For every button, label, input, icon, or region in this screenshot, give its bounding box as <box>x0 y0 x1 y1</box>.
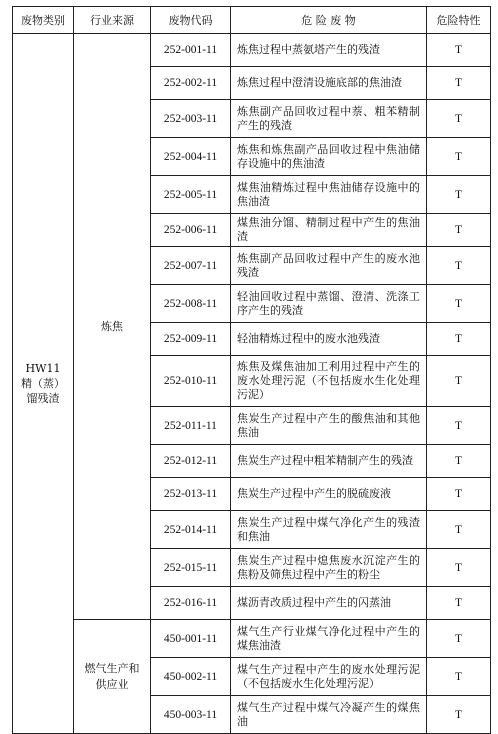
waste-code-cell: 252-002-11 <box>151 67 231 100</box>
table-row <box>13 620 491 658</box>
waste-code-cell: 252-012-11 <box>151 445 231 478</box>
industry-source-cell: 燃气生产和 供应业 <box>74 620 151 734</box>
waste-code-cell: 252-006-11 <box>151 214 231 247</box>
waste-code-cell: 252-001-11 <box>151 34 231 67</box>
hazardous-waste-cell: 炼焦副产品回收过程中萘、粗苯精制产生的残渣 <box>231 100 427 138</box>
hazard-property-cell: T <box>427 658 491 696</box>
hazardous-waste-cell: 煤气生产过程中煤气冷凝产生的煤焦油 <box>231 696 427 734</box>
hazardous-waste-cell: 煤气生产过程中产生的废水处理污泥（不包括废水生化处理污泥） <box>231 658 427 696</box>
table-header-row <box>13 7 491 34</box>
waste-code-cell: 252-007-11 <box>151 247 231 285</box>
hazard-property-cell: T <box>427 100 491 138</box>
header-industry-source: 行业来源 <box>74 7 151 34</box>
waste-code-cell: 450-002-11 <box>151 658 231 696</box>
header-waste-code: 废物代码 <box>151 7 231 34</box>
waste-code-cell: 252-005-11 <box>151 176 231 214</box>
hazardous-waste-cell: 煤焦油分馏、精制过程中产生的焦油渣 <box>231 214 427 247</box>
hazard-property-cell: T <box>427 323 491 356</box>
hazardous-waste-cell: 轻油回收过程中蒸馏、澄清、洗涤工序产生的残渣 <box>231 285 427 323</box>
hazard-property-cell: T <box>427 587 491 620</box>
hazardous-waste-cell: 焦炭生产过程中产生的脱硫废液 <box>231 478 427 511</box>
waste-code-cell: 252-014-11 <box>151 511 231 549</box>
header-hazard-property: 危险特性 <box>427 7 491 34</box>
waste-code-cell: 252-008-11 <box>151 285 231 323</box>
hazardous-waste-cell: 炼焦副产品回收过程中产生的废水池残渣 <box>231 247 427 285</box>
waste-category-line: 馏残渣 <box>26 392 60 405</box>
header-hazardous-waste: 危 险 废 物 <box>231 7 427 34</box>
waste-category-line: HW11 <box>25 362 61 375</box>
hazardous-waste-cell: 轻油精炼过程中的废水池残渣 <box>231 323 427 356</box>
hazardous-waste-table <box>12 6 491 734</box>
waste-code-cell: 252-015-11 <box>151 549 231 587</box>
waste-code-cell: 252-003-11 <box>151 100 231 138</box>
waste-code-cell: 252-009-11 <box>151 323 231 356</box>
hazardous-waste-cell: 焦炭生产过程中粗苯精制产生的残渣 <box>231 445 427 478</box>
hazard-property-cell: T <box>427 34 491 67</box>
hazardous-waste-cell: 煤焦油精炼过程中焦油储存设施中的焦油渣 <box>231 176 427 214</box>
table-row <box>13 34 491 67</box>
hazardous-waste-cell: 煤沥青改质过程中产生的闪蒸油 <box>231 587 427 620</box>
hazard-property-cell: T <box>427 445 491 478</box>
hazard-property-cell: T <box>427 549 491 587</box>
industry-source-cell: 炼焦 <box>74 34 151 620</box>
hazard-property-cell: T <box>427 247 491 285</box>
waste-code-cell: 450-001-11 <box>151 620 231 658</box>
hazardous-waste-cell: 焦炭生产过程中产生的酸焦油和其他焦油 <box>231 407 427 445</box>
waste-code-cell: 252-013-11 <box>151 478 231 511</box>
hazard-property-cell: T <box>427 407 491 445</box>
hazard-property-cell: T <box>427 478 491 511</box>
hazard-property-cell: T <box>427 696 491 734</box>
hazardous-waste-cell: 炼焦过程中澄清设施底部的焦油渣 <box>231 67 427 100</box>
waste-category-cell <box>13 34 74 734</box>
header-waste-category: 废物类别 <box>13 7 74 34</box>
hazard-property-cell: T <box>427 214 491 247</box>
hazard-property-cell: T <box>427 620 491 658</box>
hazardous-waste-cell: 焦炭生产过程中熄焦废水沉淀产生的焦粉及筛焦过程中产生的粉尘 <box>231 549 427 587</box>
hazardous-waste-cell: 炼焦过程中蒸氨塔产生的残渣 <box>231 34 427 67</box>
hazardous-waste-cell: 炼焦及煤焦油加工利用过程中产生的废水处理污泥（不包括废水生化处理污泥） <box>231 356 427 407</box>
waste-code-cell: 252-011-11 <box>151 407 231 445</box>
waste-code-cell: 252-004-11 <box>151 138 231 176</box>
hazard-property-cell: T <box>427 138 491 176</box>
waste-code-cell: 252-016-11 <box>151 587 231 620</box>
hazard-property-cell: T <box>427 285 491 323</box>
waste-code-cell: 450-003-11 <box>151 696 231 734</box>
hazard-property-cell: T <box>427 67 491 100</box>
hazard-property-cell: T <box>427 356 491 407</box>
hazardous-waste-cell: 焦炭生产过程中煤气净化产生的残渣和焦油 <box>231 511 427 549</box>
hazard-property-cell: T <box>427 176 491 214</box>
waste-category-line: 精（蒸） <box>21 377 65 390</box>
hazardous-waste-cell: 煤气生产行业煤气净化过程中产生的煤焦油渣 <box>231 620 427 658</box>
hazardous-waste-cell: 炼焦和炼焦副产品回收过程中焦油储存设施中的焦油渣 <box>231 138 427 176</box>
table-body <box>13 34 491 734</box>
hazard-property-cell: T <box>427 511 491 549</box>
waste-code-cell: 252-010-11 <box>151 356 231 407</box>
